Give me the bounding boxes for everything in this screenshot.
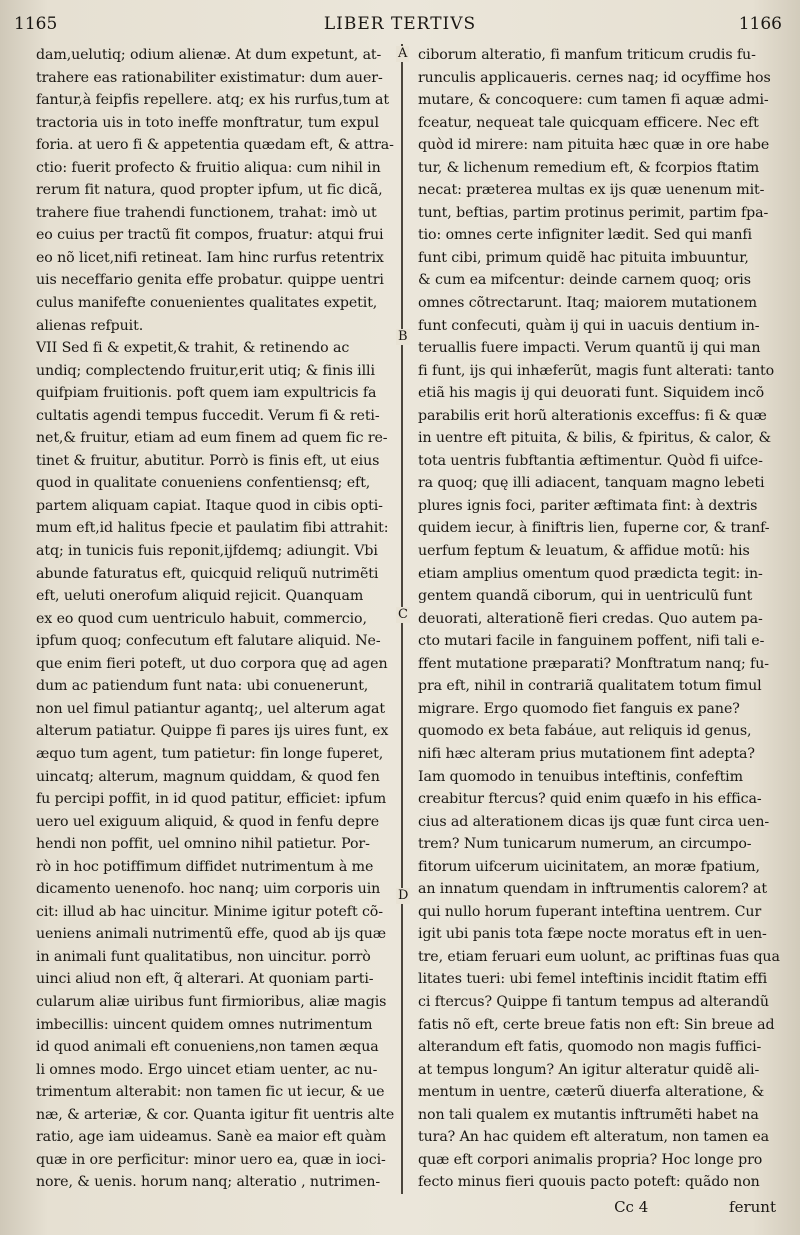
text-line: non uel fimul patiantur agantq;, uel alterum agat [36, 700, 385, 717]
text-line: undiq; complectendo fruitur,erit utiq; & finis illi [36, 362, 375, 379]
catchword: ferunt [729, 1198, 776, 1216]
text-line: tunt, beftias, partim protinus perimit, partim fpa- [418, 204, 769, 221]
text-line: rò in hoc potiffimum diffidet nutrimentum à me [36, 858, 374, 875]
text-line: næ, & arteriæ, & cor. Quanta igitur fit uentris alte [36, 1106, 394, 1123]
text-line: tre, etiam feruari eum uolunt, ac priftinas fuas qua [418, 948, 780, 965]
text-line: quæ in ore perficitur: minor uero ea, quæ in ioci- [36, 1151, 386, 1168]
text-line: tinet & fruitur, abutitur. Porrò is finis eft, ut eius [36, 452, 380, 469]
text-line: etiam amplius omentum quod prædicta tegit: in- [418, 565, 763, 582]
text-line: cius ad alterationem dicas ijs quæ funt circa uen- [418, 813, 770, 830]
text-line: nifi hæc alteram prius mutationem fint adepta? [418, 745, 755, 762]
text-line: migrare. Ergo quomodo fiet fanguis ex pane? [418, 700, 740, 717]
text-line: creabitur ftercus? quid enim quæfo in his effica- [418, 791, 762, 808]
text-line: uerfum feptum & leuatum, & affidue motũ: his [418, 543, 750, 560]
text-line: æquo tum agent, tum patietur: fin longe fuperet, [36, 745, 384, 762]
text-line: hendi non poffit, uel omnino nihil patietur. Por- [36, 836, 370, 853]
text-line: funt cibi, primum quidẽ hac pituita imbuuntur, [418, 249, 749, 266]
margin-letter-a: A [398, 46, 408, 61]
text-line: parabilis erit horũ alterationis exceffus: fi & quæ [418, 407, 767, 424]
text-line: ratio, age iam uideamus. Sanè ea maior eft quàm [36, 1129, 387, 1146]
text-line: quidem iecur, à finiftris lien, fuperne cor, & tranf- [418, 520, 770, 537]
page-footer [614, 1198, 776, 1216]
margin-letter-c: C [398, 607, 408, 622]
text-line: mentum in uentre, cæterũ diuerfa alteratione, & [418, 1084, 765, 1101]
page-header [0, 6, 800, 42]
text-line: an innatum quendam in inftrumentis calorem? at [418, 881, 767, 898]
text-line: quod in qualitate conueniens confentiensq; eft, [36, 475, 371, 492]
margin-letter-d: D [398, 888, 409, 903]
text-line: qui nullo horum fuperant inteftina uentrem. Cur [418, 903, 762, 920]
text-line: etiã his magis ij qui deuorati funt. Siquidem incõ [418, 385, 765, 402]
text-line: fecto minus fieri quouis pacto poteft: quãdo non [418, 1174, 760, 1191]
text-line: mutare, & concoquere: cum tamen fi aquæ admi- [418, 92, 769, 109]
text-line: alterandum eft fatis, quomodo non magis fuffici- [418, 1039, 762, 1056]
text-line: in animali funt qualitatibus, non uincitur. porrò [36, 948, 371, 965]
text-line: uis neceffario genita effe probatur. quippe uentri [36, 272, 384, 289]
text-line: tractoria uis in toto ineffe monftratur, tum expul [36, 114, 379, 131]
text-line: ctio: fuerit profecto & fruitio aliqua: cum nihil in [36, 159, 381, 176]
text-line: atq; in tunicis fuis reponit,ijfdemq; adiungit. Vbi [36, 543, 378, 560]
text-line: VII Sed fi & expetit,& trahit, & retinendo ac [36, 340, 350, 357]
text-line: tio: omnes certe infigniter lædit. Sed qui manfi [418, 227, 752, 244]
text-line: & cum ea mifcentur: deinde carnem quoq; oris [418, 272, 751, 289]
text-line: dam,uelutiq; odium alienæ. At dum expetunt, at- [36, 47, 382, 63]
text-line: dicamento uenenofo. hoc nanq; uim corporis uin [36, 881, 381, 898]
text-line: litates tueri: ubi femel inteftinis incidit ftatim effi [418, 971, 768, 988]
left-column [36, 44, 394, 1194]
text-line: cit: illud ab hac uincitur. Minime igitur poteft cõ- [36, 903, 383, 920]
text-line: fantur,à feipfis repellere. atq; ex his rurfus,tum at [36, 92, 390, 109]
text-line: rerum fit natura, quod propter ipfum, ut fic dicã, [36, 182, 383, 199]
text-line: imbecillis: uincent quidem omnes nutrimentum [36, 1016, 373, 1033]
text-line: net,& fruitur, etiam ad eum finem ad quem fic re- [36, 430, 388, 447]
text-line: funt confecuti, quàm ij qui in uacuis dentium in- [418, 317, 760, 334]
text-line: necat: præterea multas ex ijs quæ uenenum mit- [418, 182, 765, 199]
text-line: deuorati, alterationẽ fieri credas. Quo autem pa- [418, 610, 763, 627]
page-number-right: 1166 [738, 14, 782, 34]
text-line: trahere eas rationabiliter existimatur: dum auer- [36, 69, 383, 86]
text-line: culus manifefte conuenientes qualitates expetit, [36, 295, 378, 312]
text-line: quòd id mirere: nam pituita hæc quæ in ore habe [418, 137, 770, 154]
text-line: trahere fiue trahendi functionem, trahat: imò ut [36, 204, 377, 221]
text-line: uero uel exiguum aliquid, & quod in fenfu depre [36, 813, 379, 830]
text-line: li omnes modo. Ergo uincet etiam uenter, ac nu- [36, 1061, 378, 1078]
text-line: plures ignis foci, pariter æftimata fint: à dextris [418, 497, 758, 514]
text-line: teruallis fuere impacti. Verum quantũ ij qui man [418, 340, 761, 357]
text-line: abunde faturatus eft, quicquid reliquũ nutrimẽti [36, 565, 379, 582]
text-line: ci ftercus? Quippe fi tantum tempus ad alterandũ [418, 993, 769, 1010]
text-line: eft, ueluti onerofum aliquid rejicit. Quanquam [36, 588, 364, 605]
text-line: eo cuius per tractũ fit compos, fruatur: atqui frui [36, 227, 384, 244]
text-line: ipfum quoq; confecutum eft falutare aliquid. Ne- [36, 633, 381, 650]
text-line: trem? Num tunicarum numerum, an circumpo- [418, 836, 752, 853]
text-line: ex eo quod cum uentriculo habuit, commercio, [36, 610, 367, 627]
text-line: quæ eft corpori animalis propria? Hoc longe pro [418, 1151, 763, 1168]
text-line: ra quoq; quę illi adiacent, tanquam magno lebeti [418, 475, 765, 492]
text-line: eo nõ licet,nifi retineat. Iam hinc rurfus retentrix [36, 249, 384, 266]
margin-letter-b: B [398, 329, 408, 344]
text-line: alienas refpuit. [36, 317, 144, 334]
text-line: mum eft,id halitus fpecie et paulatim fibi attrahit: [36, 520, 389, 537]
text-line: quomodo ex beta fabáue, aut reliquis id genus, [418, 723, 752, 740]
text-line: tur, & lichenum remedium eft, & fcorpios ftatim [418, 159, 760, 176]
text-line: pra eft, nihil in contrariã qualitatem totum fimul [418, 678, 762, 695]
text-line: fu percipi poffit, in id quod patitur, efficiet: ipfum [36, 791, 387, 808]
text-line: uinci aliud non eft, q̃ alterari. At quoniam parti- [36, 971, 374, 988]
text-line: at tempus longum? An igitur alteratur quidẽ ali- [418, 1061, 760, 1078]
text-line: fceatur, nequeat tale quicquam efficere. Nec eft [418, 114, 759, 131]
text-line: uincatq; alterum, magnum quiddam, & quod fen [36, 768, 380, 785]
running-title: LIBER TERTIVS [323, 14, 477, 34]
text-line: fi funt, ijs qui inhæferũt, magis funt alterati: tanto [418, 362, 775, 379]
text-line: quifpiam fruitionis. poft quem iam expultricis fa [36, 385, 377, 402]
text-line: ffent mutatione præparati? Monftratum nanq; fu- [418, 655, 769, 672]
signature-mark: Cc 4 [614, 1198, 649, 1216]
text-line: tura? An hac quidem eft alteratum, non tamen ea [418, 1129, 769, 1146]
text-line: foria. at uero fi & appetentia quædam eft, & attra- [36, 137, 394, 154]
text-line: Iam quomodo in tenuibus inteftinis, confeftim [418, 768, 743, 785]
text-line: que enim fieri poteft, ut duo corpora quę ad agen [36, 655, 388, 672]
text-line: ueniens animali nutrimentũ effe, quod ab ijs quæ [36, 926, 386, 943]
text-line: nore, & uenis. horum nanq; alteratio , nutrimen- [36, 1174, 381, 1191]
right-column [418, 44, 782, 1194]
text-line: partem aliquam capiat. Itaque quod in cibis opti- [36, 497, 383, 514]
page-number-left: 1165 [14, 14, 58, 34]
text-line: gentem quandã ciborum, qui in uentriculũ funt [418, 588, 753, 605]
text-line: omnes cõtrectarunt. Itaq; maiorem mutationem [418, 295, 757, 312]
text-line: in uentre eft pituita, & bilis, & fpiritus, & calor, & [418, 430, 771, 447]
text-line: alterum patiatur. Quippe fi pares ijs uires funt, ex [36, 723, 389, 740]
text-line: runculis applicaueris. cernes naq; id ocyffime hos [418, 69, 771, 86]
text-line: fatis nõ eft, certe breue fatis non eft: Sin breue ad [418, 1016, 775, 1033]
text-line: cultatis agendi tempus fuccedit. Verum fi & reti- [36, 407, 380, 424]
text-line: non tali qualem ex mutantis inftrumẽti habet na [418, 1106, 759, 1123]
text-line: id quod animali eft conueniens,non tamen æqua [36, 1039, 379, 1056]
text-line: cto mutari facile in fanguinem poffent, nifi tali e- [418, 633, 765, 650]
text-line: igit ubi panis tota fæpe nocte moratus eft in uen- [418, 926, 767, 943]
text-line: trimentum alterabit: non tamen fic ut iecur, & ue [36, 1084, 385, 1101]
text-line: fitorum uifcerum uicinitatem, an moræ fpatium, [418, 858, 760, 875]
text-line: dum ac patiendum funt nata: ubi conuenerunt, [36, 678, 369, 695]
text-line: tota uentris fubftantia æftimentur. Quòd fi uifce- [418, 452, 763, 469]
text-line: ciborum alteratio, fi manfum triticum crudis fu- [418, 47, 756, 63]
text-line: cularum aliæ uiribus funt firmioribus, aliæ magis [36, 993, 387, 1010]
